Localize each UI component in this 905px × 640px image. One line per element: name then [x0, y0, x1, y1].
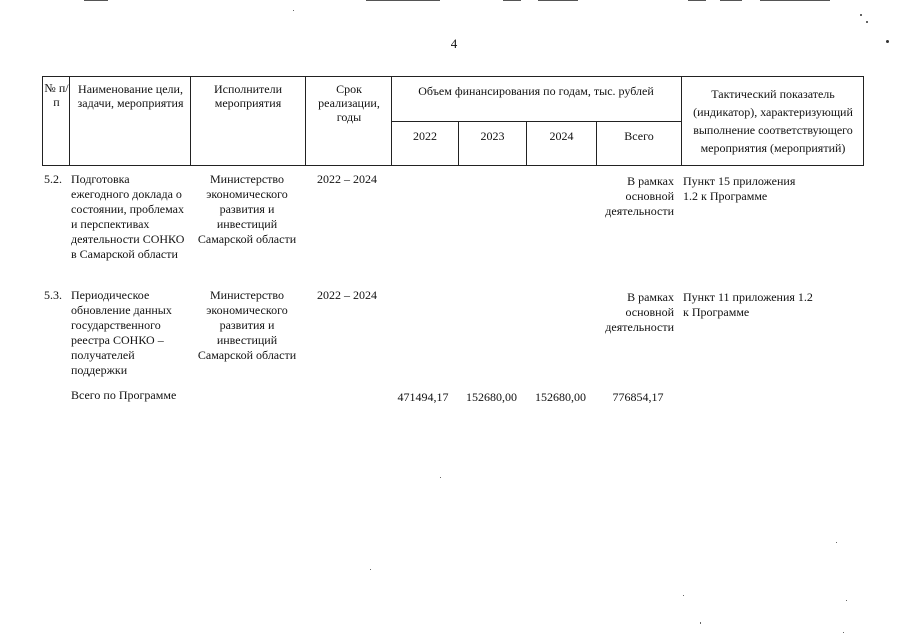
scan-line	[760, 0, 830, 1]
scan-speck	[700, 622, 701, 624]
header-name: Наименование цели, задачи, мероприятия	[77, 82, 184, 110]
row-name: Подготовка ежегодного доклада о состоянии, проблемах и перспективах деятельности СОНКО в Самарской области	[71, 172, 185, 261]
column-divider	[305, 77, 306, 165]
scan-speck	[836, 542, 837, 543]
summary-2023: 152680,00	[466, 390, 517, 404]
row-num: 5.3.	[44, 288, 62, 302]
header-year-2022: 2022	[413, 129, 437, 143]
column-divider	[69, 77, 70, 165]
scan-speck	[683, 595, 684, 596]
column-divider	[526, 121, 527, 165]
page-number: 4	[450, 36, 458, 51]
row-total: В рамках основной деятельности	[605, 290, 674, 334]
header-year-2023: 2023	[480, 129, 505, 143]
row-term: 2022 – 2024	[317, 172, 377, 186]
header-year-2024: 2024	[549, 129, 574, 143]
scan-speck	[866, 21, 868, 23]
row-num: 5.2.	[44, 172, 62, 186]
row-term: 2022 – 2024	[317, 288, 377, 302]
column-divider	[681, 77, 682, 165]
row-indicator: Пункт 11 приложения 1.2 к Программе	[683, 290, 813, 319]
scan-line	[84, 0, 108, 1]
column-divider	[190, 77, 191, 165]
row-indicator: Пункт 15 приложения 1.2 к Программе	[683, 174, 796, 203]
scan-line	[366, 0, 440, 1]
header-funding: Объем финансирования по годам, тыс. рублей	[418, 84, 654, 98]
scan-speck	[293, 10, 294, 11]
scan-line	[720, 0, 742, 1]
summary-total: 776854,17	[612, 390, 664, 404]
scan-speck	[846, 600, 847, 601]
scan-speck	[370, 569, 371, 570]
header-indicator: Тактический показатель (индикатор), характеризующий выполнение соответствующего мероприятия (мероприятий)	[693, 87, 853, 155]
summary-label: Всего по Программе	[71, 388, 177, 402]
row-total: В рамках основной деятельности	[605, 174, 674, 218]
scan-line	[503, 0, 521, 1]
scan-speck	[843, 632, 844, 633]
column-divider	[458, 121, 459, 165]
summary-2022: 471494,17	[397, 390, 449, 404]
header-executors: Исполнители мероприятия	[213, 82, 283, 110]
scan-speck	[886, 40, 889, 43]
summary-2024: 152680,00	[535, 390, 586, 404]
header-num: № п/п	[44, 81, 69, 109]
header-total: Всего	[624, 129, 654, 143]
header-term: Срок реализации, годы	[318, 82, 380, 124]
table-header	[42, 76, 864, 166]
scan-speck	[440, 477, 441, 478]
column-divider	[596, 121, 597, 165]
scan-speck	[860, 14, 862, 16]
scan-line	[688, 0, 706, 1]
row-divider	[391, 121, 681, 122]
row-executor: Министерство экономического развития и инвестиций Самарской области	[197, 172, 297, 246]
row-executor: Министерство экономического развития и инвестиций Самарской области	[197, 288, 297, 362]
row-name: Периодическое обновление данных государственного реестра СОНКО – получателей поддержки	[71, 288, 172, 377]
scan-line	[538, 0, 578, 1]
